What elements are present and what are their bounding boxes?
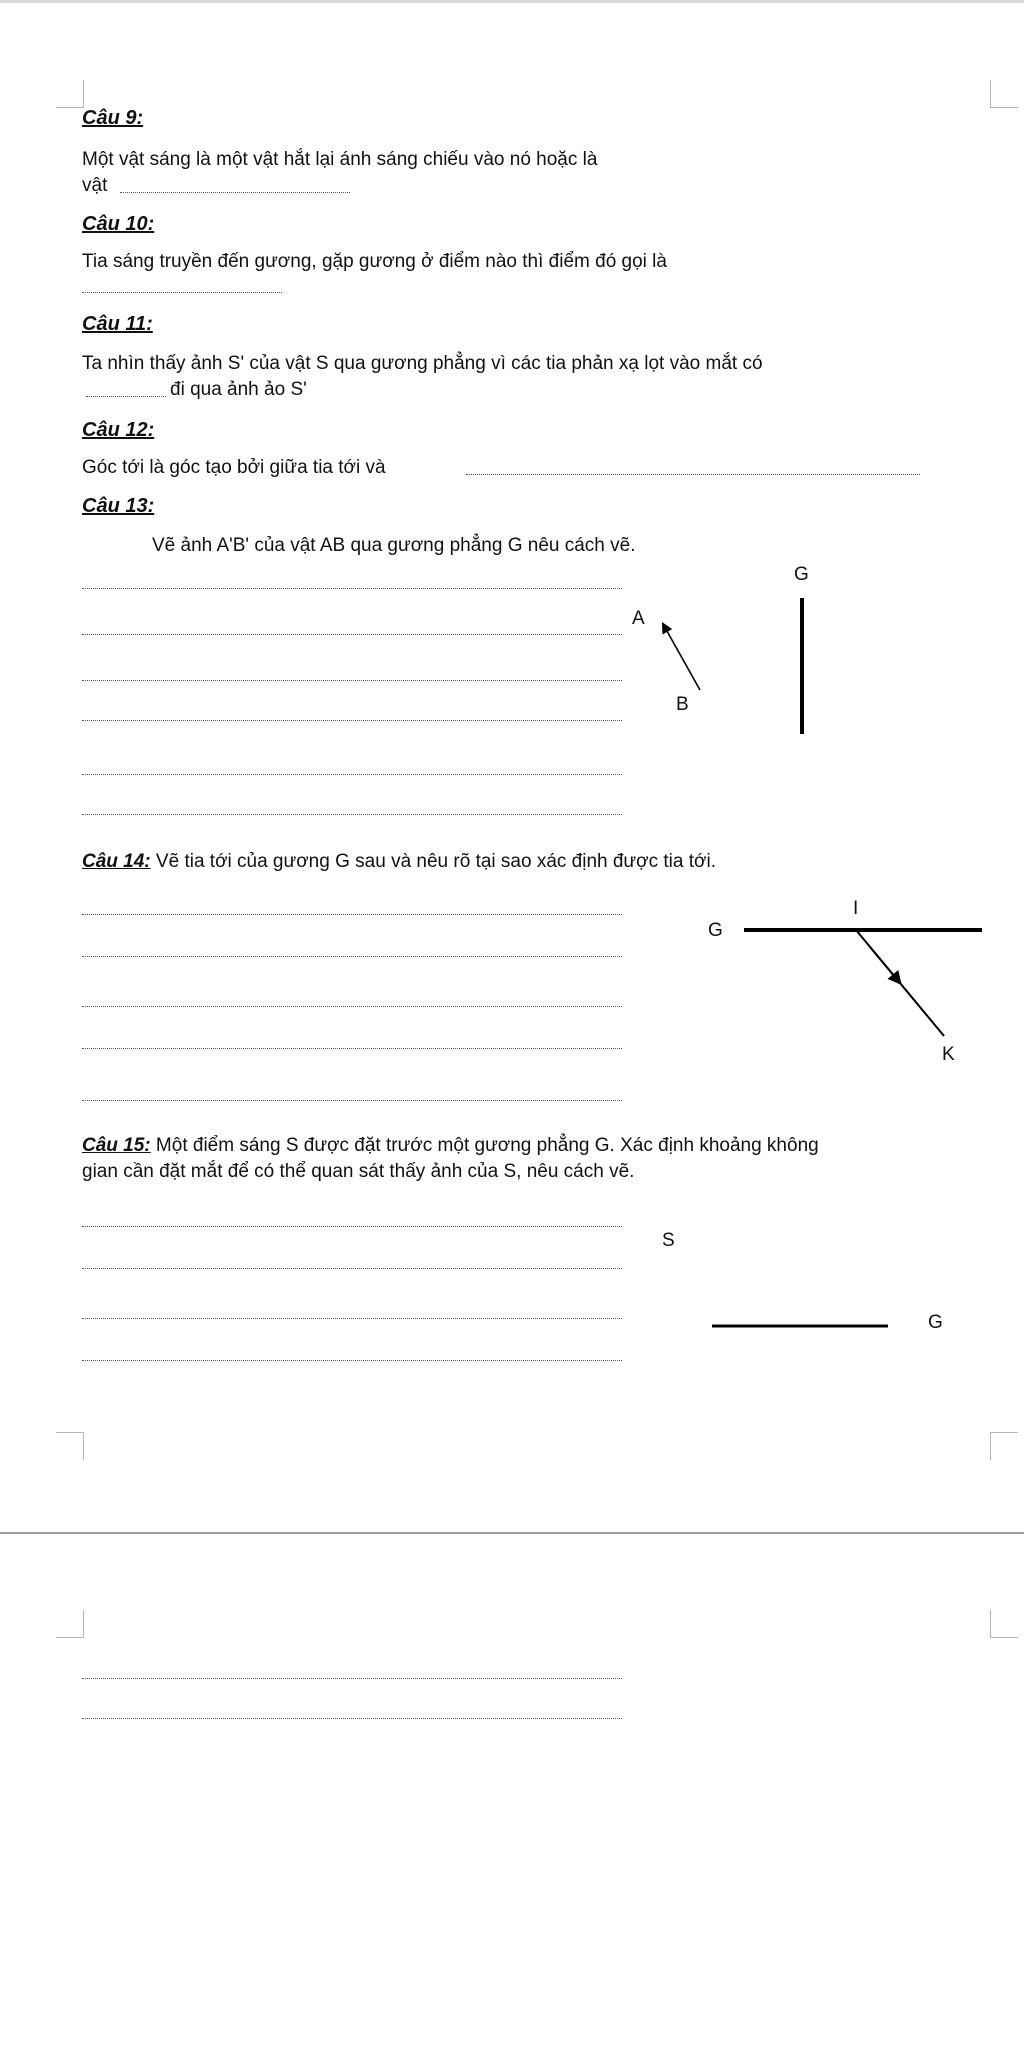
q15-line2: gian cần đặt mắt để có thể quan sát thấy ảnh của S, nêu cách vẽ. <box>82 1161 635 1182</box>
q9-line2: vật <box>82 175 108 196</box>
q11-line2: đi qua ảnh ảo S' <box>170 379 307 400</box>
q11-line1: Ta nhìn thấy ảnh S' của vật S qua gương phẳng vì các tia phản xạ lọt vào mắt có <box>82 353 763 374</box>
q14-point-k-label: K <box>942 1044 955 1065</box>
q10-text: Tia sáng truyền đến gương, gặp gương ở điểm nào thì điểm đó gọi là <box>82 251 667 272</box>
q14-text: Vẽ tia tới của gương G sau và nêu rõ tại sao xác định được tia tới. <box>155 851 716 872</box>
q13-point-a-label: A <box>632 608 645 629</box>
q14-label: Câu 14: <box>82 851 151 872</box>
q12-label: Câu 12: <box>82 419 155 441</box>
q14-mirror-label: G <box>708 920 723 941</box>
q14-point-i-label: I <box>853 898 859 919</box>
q13-label: Câu 13: <box>82 495 155 517</box>
q15-point-s-label: S <box>662 1230 675 1251</box>
q13-mirror-label: G <box>794 564 809 585</box>
q15-label: Câu 15: <box>82 1135 151 1156</box>
q9-label: Câu 9: <box>82 107 144 129</box>
q15-mirror-label: G <box>928 1312 943 1333</box>
q14-ray-arrow <box>870 947 900 983</box>
q13-point-b-label: B <box>676 694 689 715</box>
q10-label: Câu 10: <box>82 213 155 235</box>
q13-text: Vẽ ảnh A'B' của vật AB qua gương phẳng G nêu cách vẽ. <box>152 535 636 556</box>
q13-object-ab-arrow <box>663 624 700 690</box>
q15-line1: Một điểm sáng S được đặt trước một gương phẳng G. Xác định khoảng không <box>155 1135 819 1156</box>
q9-line1: Một vật sáng là một vật hắt lại ánh sáng chiếu vào nó hoặc là <box>82 149 598 170</box>
q12-text: Góc tới là góc tạo bởi giữa tia tới và <box>82 457 386 478</box>
q11-label: Câu 11: <box>82 313 153 335</box>
